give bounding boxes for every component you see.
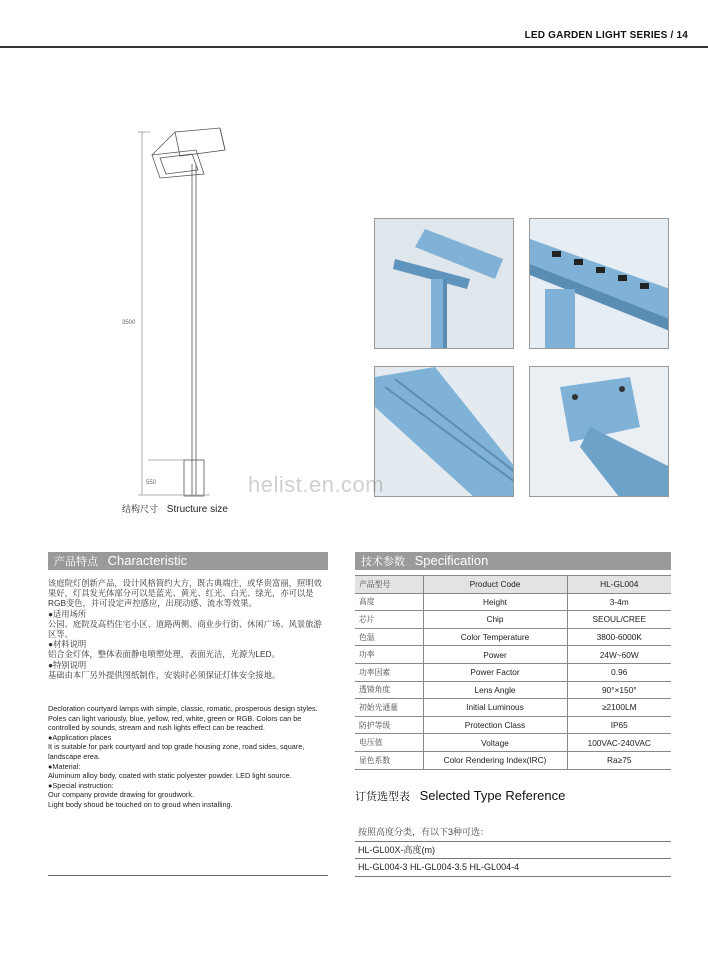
spec-label: Lens Angle <box>423 681 567 699</box>
spec-label: Color Rendering Index(IRC) <box>423 751 567 769</box>
spec-value: HL-GL004 <box>567 576 671 594</box>
spec-value: ≥2100LM <box>567 699 671 717</box>
en-line: ●Material: <box>48 761 81 771</box>
spec-value: Ra≥75 <box>567 751 671 769</box>
zh-line: ●特别说明 <box>48 659 87 670</box>
characteristic-zh-text <box>48 578 328 680</box>
spec-row <box>355 681 671 699</box>
spec-value: SEOUL/CREE <box>567 611 671 629</box>
spec-label: Initial Luminous <box>423 699 567 717</box>
spec-row <box>355 593 671 611</box>
header-rule <box>0 46 708 48</box>
characteristic-body <box>48 578 328 810</box>
characteristic-header <box>48 552 328 570</box>
specification-table <box>355 575 671 770</box>
spec-row <box>355 734 671 752</box>
spec-zh: 电压值 <box>355 734 423 752</box>
spec-row <box>355 663 671 681</box>
photo-lamp-head <box>374 218 514 349</box>
zh-line: 基础由本厂另外提供图纸制作，安装时必须保证灯体安全接地。 <box>48 669 281 680</box>
zh-line: 该庭院灯创新产品，设计风格简约大方，既古典端庄，或华贵富丽，照明效果好，灯具发光体部分可以是蓝光、黄光、红光、白光、绿光，亦可以是RGB变色，并可设定声控感应，出现动感、流水等效果。 <box>48 578 322 609</box>
spec-label: Height <box>423 593 567 611</box>
en-line: It is suitable for park courtyard and top grade housing zone, road sides, square, landscape erea. <box>48 742 305 761</box>
spec-zh: 显色系数 <box>355 751 423 769</box>
spec-label: Power <box>423 646 567 664</box>
characteristic-title-en: Characteristic <box>107 553 188 568</box>
reference-title-zh: 订货选型表 <box>355 791 410 803</box>
spec-value: 0.96 <box>567 663 671 681</box>
spec-zh: 透镜角度 <box>355 681 423 699</box>
spec-value: 24W~60W <box>567 646 671 664</box>
zh-line: ●材料说明 <box>48 639 87 650</box>
en-line: Our company provide drawing for groudwork. <box>48 790 195 800</box>
photo-led-module <box>529 218 669 349</box>
spec-row <box>355 716 671 734</box>
spec-row <box>355 611 671 629</box>
en-line: Aluminum alloy body, coated with static polyester powder. LED light source. <box>48 771 292 781</box>
spec-zh: 高度 <box>355 593 423 611</box>
spec-value: 100VAC-240VAC <box>567 734 671 752</box>
height-dimension: 3500 <box>122 320 136 326</box>
specification-header <box>355 552 671 570</box>
spec-label: Chip <box>423 611 567 629</box>
zh-line: 铝合金灯体，整体表面静电喷塑处理，表面光洁，光源为LED。 <box>48 649 280 660</box>
spec-row <box>355 751 671 769</box>
zh-line: ●适用场所 <box>48 608 87 619</box>
characteristic-bottom-rule <box>48 875 328 876</box>
spec-value: 3-4m <box>567 593 671 611</box>
structure-caption-zh: 结构尺寸 <box>122 504 159 514</box>
spec-row <box>355 576 671 594</box>
spec-row <box>355 646 671 664</box>
reference-title-en: Selected Type Reference <box>419 788 566 803</box>
spec-value: 3800-6000K <box>567 628 671 646</box>
en-line: ●Special instruction: <box>48 780 114 790</box>
structure-caption <box>122 502 228 515</box>
characteristic-en-text <box>48 704 328 810</box>
lamp-line-drawing <box>100 120 260 500</box>
en-line: Light body shoud be touched on to groud when installing. <box>48 799 233 809</box>
reference-row: HL-GL004-3 HL-GL004-3.5 HL-GL004-4 <box>355 859 671 877</box>
spec-value: 90°×150° <box>567 681 671 699</box>
spec-row <box>355 699 671 717</box>
spec-label: Protection Class <box>423 716 567 734</box>
spec-label: Power Factor <box>423 663 567 681</box>
spec-zh: 色温 <box>355 628 423 646</box>
structure-drawing <box>100 120 260 500</box>
spec-zh: 功率 <box>355 646 423 664</box>
spec-label: Color Temperature <box>423 628 567 646</box>
spec-label: Voltage <box>423 734 567 752</box>
spec-zh: 防护等级 <box>355 716 423 734</box>
spec-row <box>355 628 671 646</box>
zh-line: 公园、庭院及高档住宅小区、道路两侧、商业步行街、休闲广场、风景旅游区等。 <box>48 618 322 640</box>
base-dimension: 550 <box>146 480 157 486</box>
reference-title <box>355 788 565 804</box>
reference-row: HL-GL00X-高度(m) <box>355 842 671 860</box>
spec-zh: 功率因素 <box>355 663 423 681</box>
reference-rows <box>355 824 671 877</box>
spec-value: IP65 <box>567 716 671 734</box>
reference-row: 按照高度分类，有以下3种可选： <box>355 824 671 842</box>
product-photos <box>374 218 670 498</box>
watermark-text: helist.en.com <box>248 472 385 497</box>
characteristic-title-zh: 产品特点 <box>54 556 98 568</box>
spec-zh: 产品型号 <box>355 576 423 594</box>
specification-title-en: Specification <box>414 553 489 568</box>
en-line: ●Application places <box>48 732 112 742</box>
specification-title-zh: 技术参数 <box>361 556 405 568</box>
structure-caption-en: Structure size <box>166 504 228 515</box>
spec-zh: 初始光通量 <box>355 699 423 717</box>
spec-zh: 芯片 <box>355 611 423 629</box>
photo-pole-detail <box>374 366 514 497</box>
en-line: Decloration courtyard lamps with simple, classic, romatic, prosperous design styles. Poles can light variously, blue, yellow, red, white, green or RGB. Colors can be controlled by sounds, stream and rush lights effect can be reached. <box>48 704 318 733</box>
page-header <box>0 28 708 50</box>
series-title: LED GARDEN LIGHT SERIES / 14 <box>524 30 688 41</box>
photo-base-plate <box>529 366 669 497</box>
spec-label: Product Code <box>423 576 567 594</box>
